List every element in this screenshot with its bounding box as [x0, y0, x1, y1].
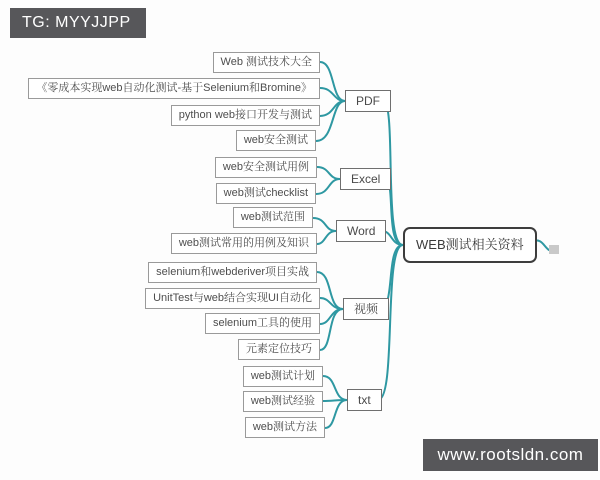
edge-word-leaf [313, 218, 336, 231]
telegram-watermark: TG: MYYJJPP [10, 8, 146, 38]
edge-word-leaf [317, 231, 336, 244]
edge-txt-leaf [323, 376, 347, 400]
leaf-node[interactable]: web测试checklist [216, 183, 316, 204]
website-watermark: www.rootsldn.com [423, 439, 598, 471]
edge-excel-leaf [316, 179, 340, 194]
leaf-node[interactable]: web测试范围 [233, 207, 313, 228]
leaf-node[interactable]: web测试经验 [243, 391, 323, 412]
leaf-node[interactable]: selenium和webderiver项目实战 [148, 262, 317, 283]
leaf-node[interactable]: 元素定位技巧 [238, 339, 320, 360]
branch-node-word[interactable]: Word [336, 220, 386, 242]
branch-node-video[interactable]: 视频 [343, 298, 389, 320]
edge-excel-leaf [317, 167, 340, 179]
leaf-node[interactable]: UnitTest与web结合实现UI自动化 [145, 288, 320, 309]
edge-txt-leaf [325, 400, 347, 428]
leaf-node[interactable]: python web接口开发与测试 [171, 105, 320, 126]
leaf-node[interactable]: web测试常用的用例及知识 [171, 233, 317, 254]
branch-node-txt[interactable]: txt [347, 389, 382, 411]
branch-node-pdf[interactable]: PDF [345, 90, 391, 112]
edge-pdf-leaf [316, 101, 345, 141]
leaf-node[interactable]: Web 测试技术大全 [213, 52, 320, 73]
leaf-node[interactable]: web测试计划 [243, 366, 323, 387]
expand-handle-icon[interactable] [549, 245, 559, 254]
branch-node-excel[interactable]: Excel [340, 168, 391, 190]
leaf-node[interactable]: selenium工具的使用 [205, 313, 320, 334]
leaf-node[interactable]: web安全测试用例 [215, 157, 317, 178]
leaf-node[interactable]: 《零成本实现web自动化测试-基于Selenium和Bromine》 [28, 78, 320, 99]
root-node[interactable]: WEB测试相关资料 [403, 227, 537, 263]
leaf-node[interactable]: web安全测试 [236, 130, 316, 151]
leaf-node[interactable]: web测试方法 [245, 417, 325, 438]
edge-root-txt [378, 245, 403, 400]
